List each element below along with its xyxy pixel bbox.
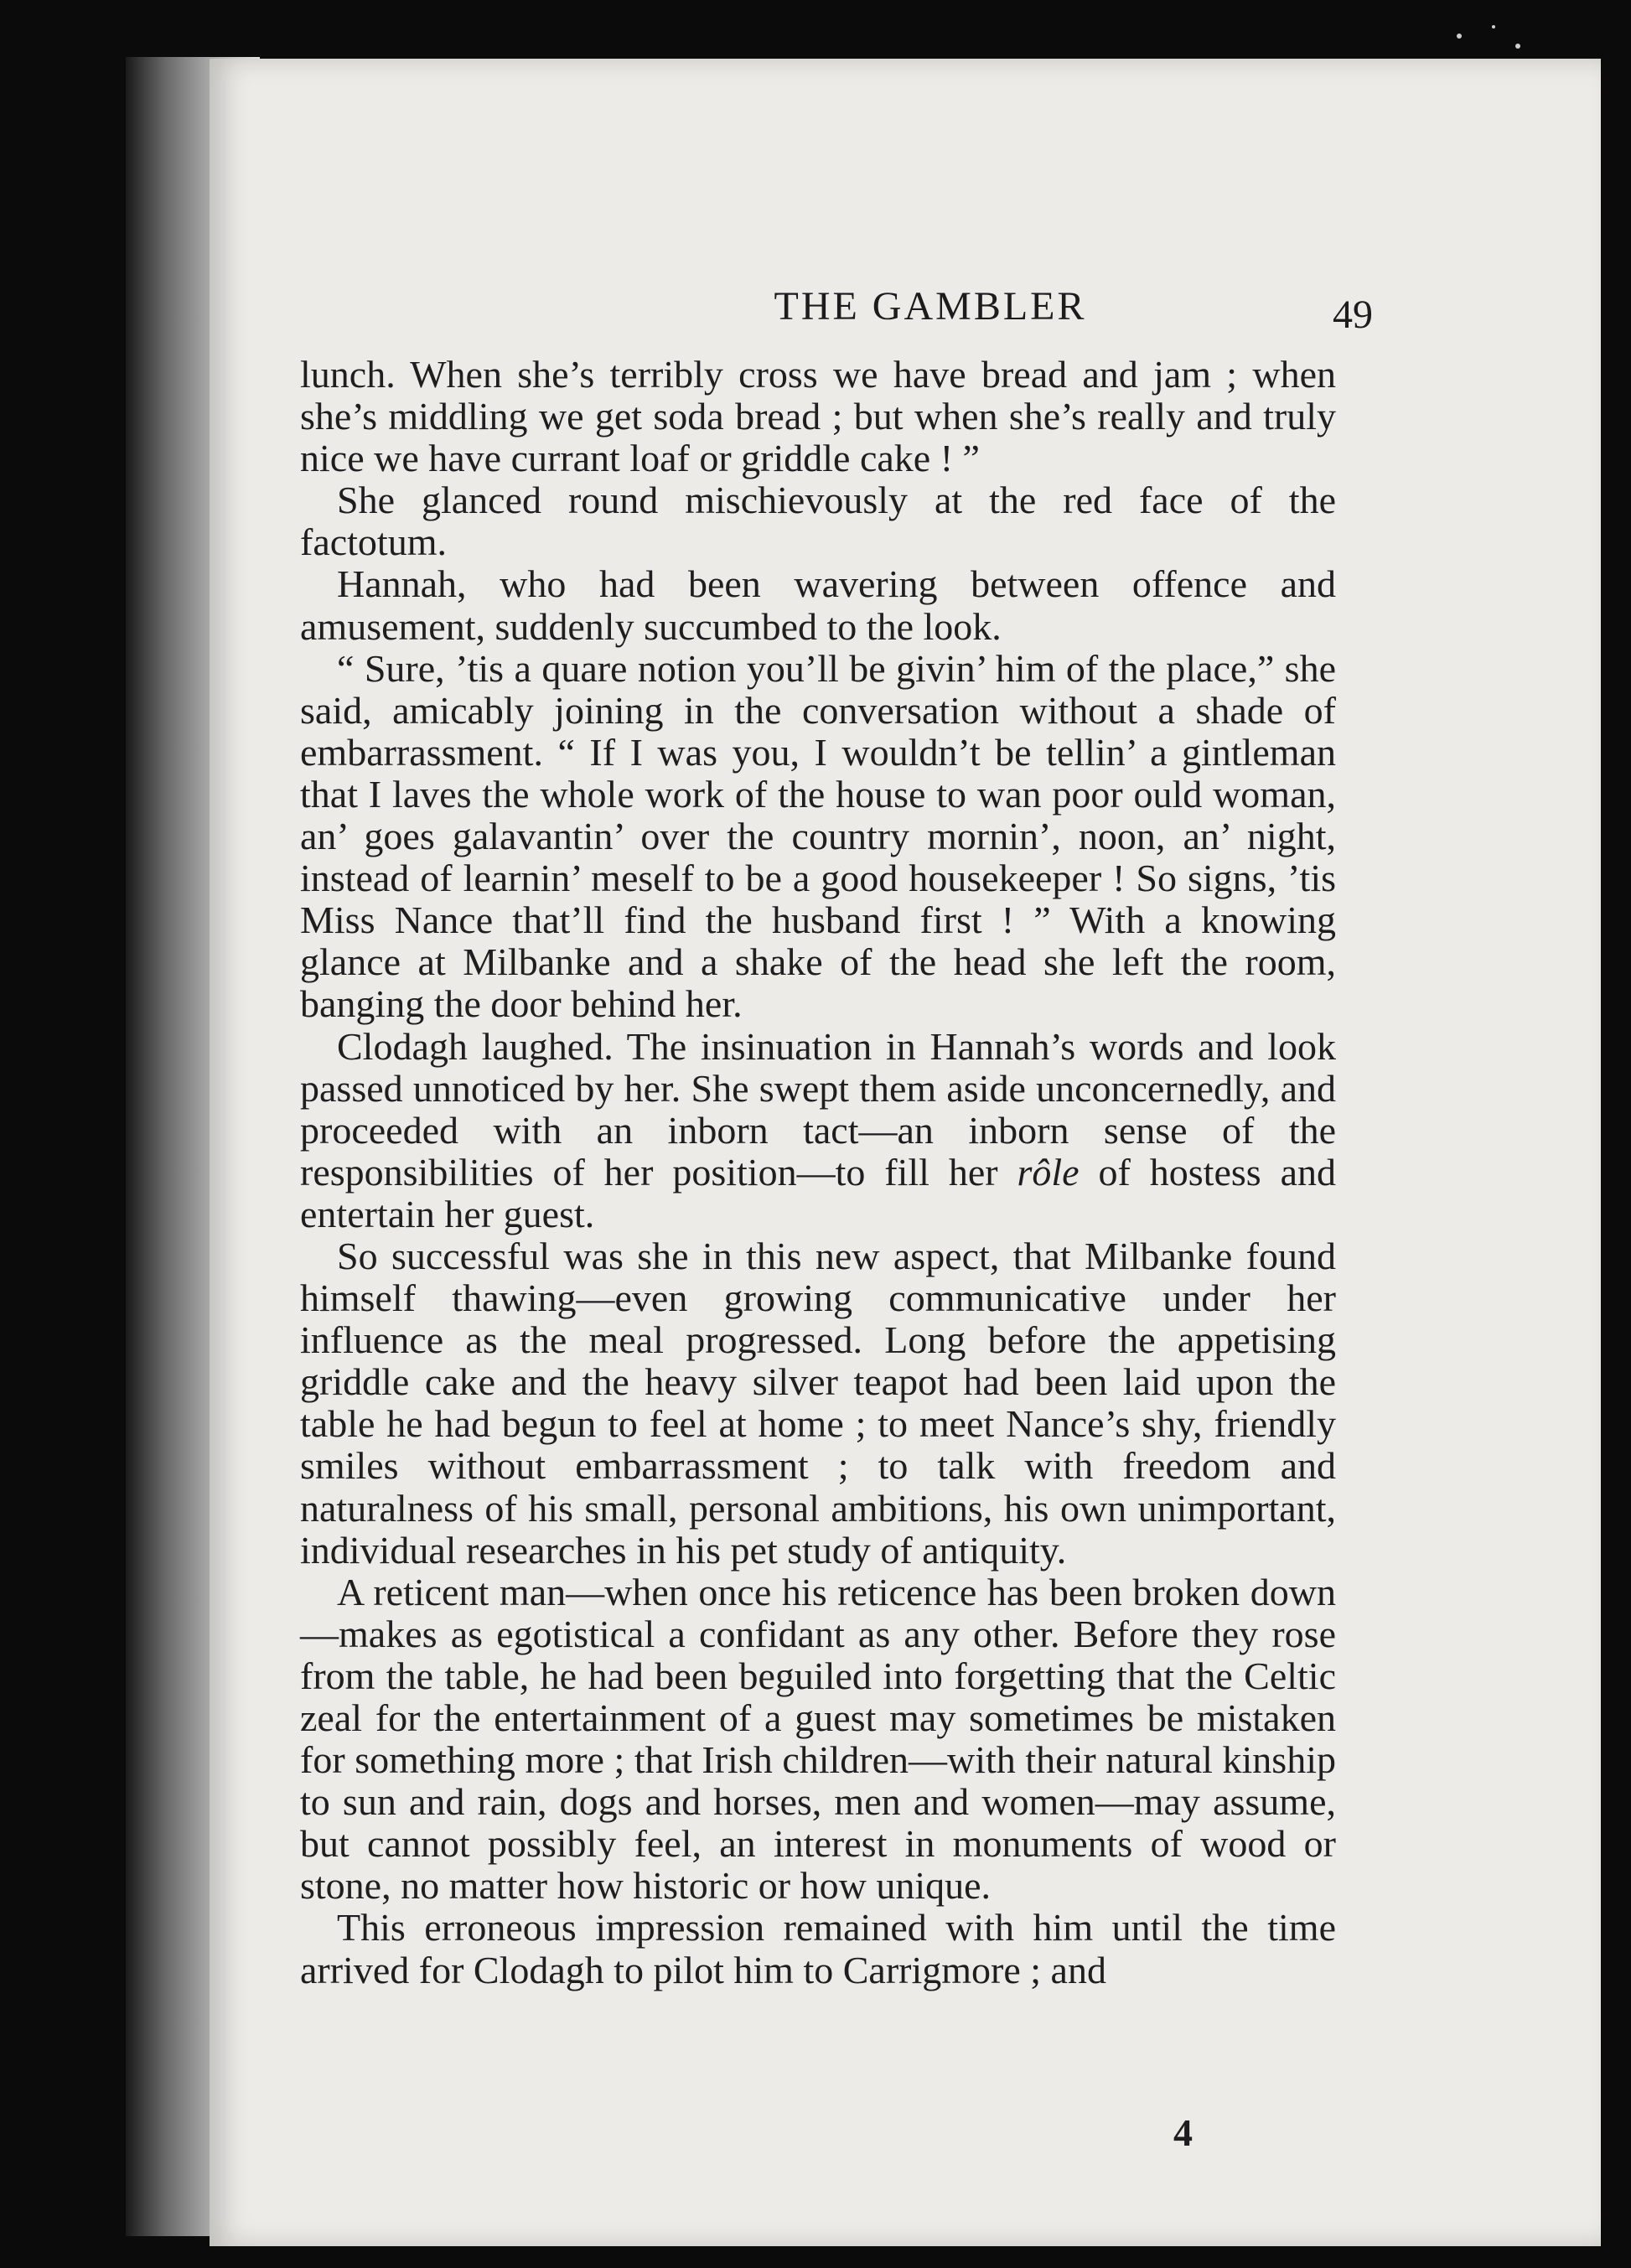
paragraph-text: Clodagh laughed. The insinuation in Hannah’s words and look passed unnoticed by her. She swept them aside unconcernedly, and proceeded with an inborn tact—an inborn sense of the responsibilities of her position—to fill her: [300, 1024, 1336, 1194]
paragraph: lunch. When she’s terribly cross we have bread and jam ; when she’s middling we get soda bread ; but when she’s really and truly nice we have currant loaf or griddle cake ! ”: [300, 353, 1336, 480]
running-title: THE GAMBLER: [774, 284, 1087, 329]
body-text: [300, 354, 1336, 1991]
running-header: [210, 283, 1601, 342]
italic-word: rôle: [1017, 1150, 1080, 1194]
scan-speck: [1457, 34, 1462, 39]
signature-mark: 4: [1173, 2111, 1193, 2154]
scan-speck: [1492, 25, 1495, 28]
paragraph: So successful was she in this new aspect, that Milbanke found himself thawing—even growing communicative under her influence as the meal progressed. Long before the appetising griddle cake and the heavy silver teapot had been laid upon the table he had begun to feel at home ; to meet Nance’s shy, friendly smiles without embarrassment ; to talk with freedom and naturalness of his small, personal ambitions, his own unimportant, individual researches in his pet study of antiquity.: [300, 1234, 1336, 1572]
paragraph: She glanced round mischievously at the red face of the factotum.: [300, 479, 1336, 564]
paragraph-text: of hostess and entertain her guest.: [300, 1150, 1336, 1235]
paragraph: [300, 1026, 1336, 1235]
scan-speck: [1515, 44, 1520, 49]
book-page: [210, 59, 1601, 2246]
paragraph: “ Sure, ’tis a quare notion you’ll be givin’ him of the place,” she said, amicably joining in the conversation without a shade of embarrassment. “ If I was you, I wouldn’t be tellin’ a gintleman that I laves the whole work of the house to wan poor ould woman, an’ goes galavantin’ over the country mornin’, noon, an’ night, instead of learnin’ meself to be a good housekeeper ! So signs, ’tis Miss Nance that’ll find the husband first ! ” With a knowing glance at Milbanke and a shake of the head she left the room, banging the door behind her.: [300, 646, 1336, 1026]
page-number: 49: [1333, 293, 1373, 337]
paragraph: Hannah, who had been wavering between offence and amusement, suddenly succumbed to the look.: [300, 562, 1336, 648]
paragraph: This erroneous impression remained with him until the time arrived for Clodagh to pilot him to Carrigmore ; and: [300, 1906, 1336, 1991]
paragraph: A reticent man—when once his reticence has been broken down—makes as egotistical a confidant as any other. Before they rose from the table, he had been beguiled into forgetting that the Celtic zeal for the entertainment of a guest may sometimes be mistaken for something more ; that Irish children—with their natural kinship to sun and rain, dogs and horses, men and women—may assume, but cannot possibly feel, an interest in monuments of wood or stone, no matter how historic or how unique.: [300, 1570, 1336, 1908]
